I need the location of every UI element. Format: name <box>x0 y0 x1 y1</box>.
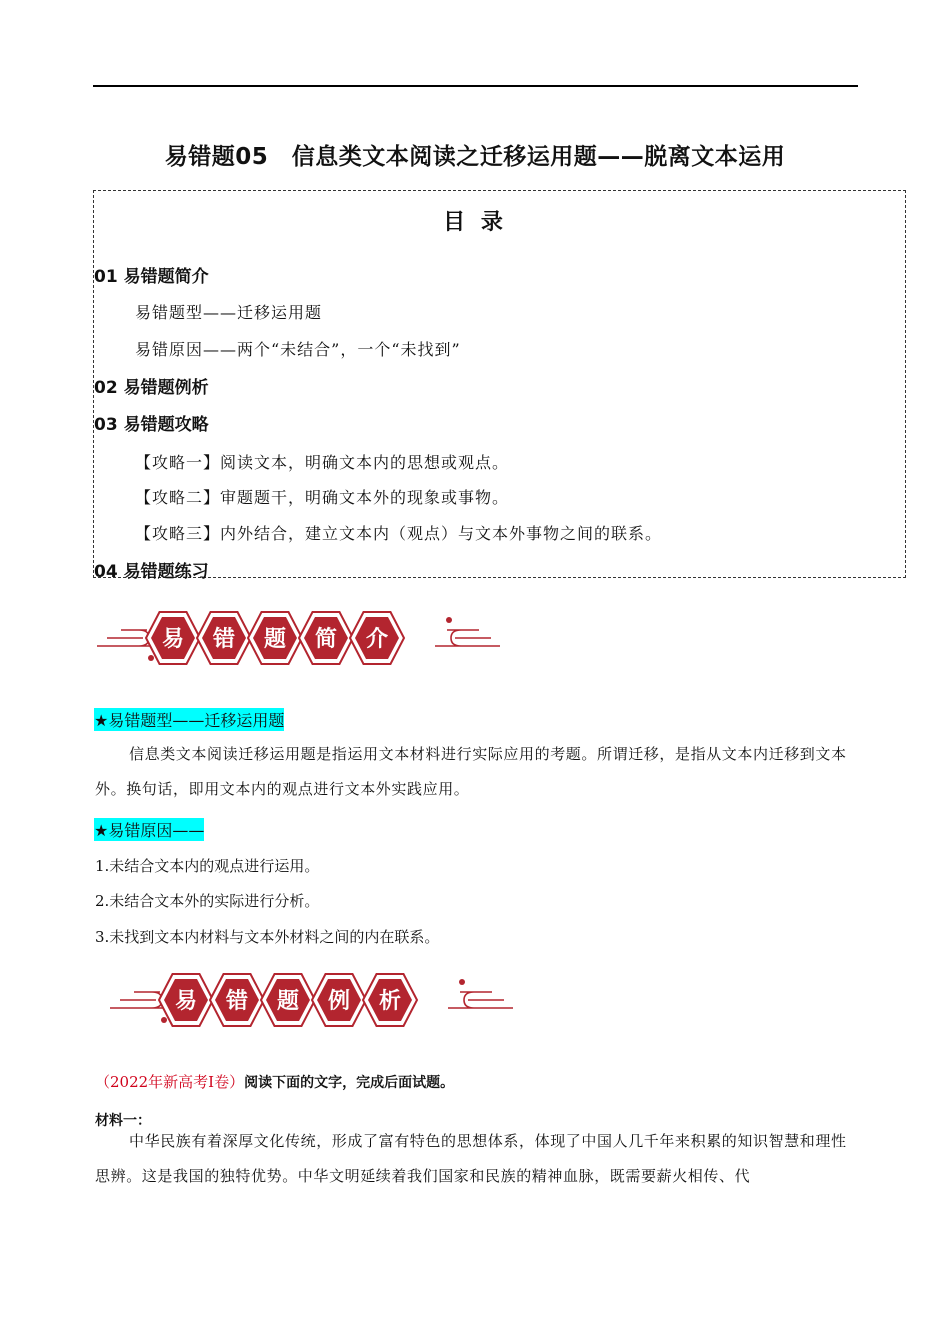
toc-item-strategy-2[interactable]: 【攻略二】审题题干，明确文本外的现象或事物。 <box>135 488 510 507</box>
toc-item-type[interactable]: 易错题型——迁移运用题 <box>135 303 323 322</box>
example-banner-hex-char-3: 例 <box>327 989 351 1014</box>
material-paragraph: 中华民族有着深厚文化传统，形成了富有特色的思想体系，体现了中国人几千年来积累的知识智慧和理性思辨。这是我国的独特优势。中华文明延续着我们国家和民族的精神血脉，既需要薪火相传、代 <box>95 1132 847 1185</box>
intro-type-highlight: ★易错题型——迁移运用题 <box>94 708 284 731</box>
intro-banner-hex-char-2: 题 <box>263 627 287 652</box>
example-banner-hex-char-0: 易 <box>174 989 198 1014</box>
toc-section-strategy[interactable]: 03 易错题攻略 <box>94 415 209 435</box>
banner-intro <box>95 606 505 670</box>
intro-reason-highlight: ★易错原因—— <box>94 818 204 841</box>
intro-banner-hex-char-0: 易 <box>161 627 185 652</box>
intro-banner-hex-char-3: 简 <box>314 627 338 652</box>
header-rule <box>93 85 858 87</box>
intro-reason-label <box>94 818 204 841</box>
exam-source: （2022年新高考Ⅰ卷） <box>95 1073 245 1091</box>
toc-section-intro[interactable]: 01 易错题简介 <box>94 267 209 287</box>
reason-item-2: 2.未结合文本外的实际进行分析。 <box>95 892 320 910</box>
banner-example <box>108 968 518 1032</box>
exam-instruction: 阅读下面的文字，完成后面试题。 <box>244 1075 455 1091</box>
example-banner-hex-char-2: 题 <box>276 989 300 1014</box>
intro-type-label <box>94 708 284 731</box>
example-source-line <box>95 1071 454 1092</box>
example-banner-hex-char-1: 错 <box>225 989 249 1014</box>
toc-item-strategy-1[interactable]: 【攻略一】阅读文本，明确文本内的思想或观点。 <box>135 453 510 472</box>
intro-type-paragraph: 信息类文本阅读迁移运用题是指运用文本材料进行实际应用的考题。所谓迁移，是指从文本内迁移到文本外。换句话，即用文本内的观点进行文本外实践应用。 <box>95 745 847 798</box>
reason-item-3: 3.未找到文本内材料与文本外材料之间的内在联系。 <box>95 928 440 946</box>
document-title: 易错题05 信息类文本阅读之迁移运用题——脱离文本运用 <box>164 144 786 170</box>
intro-banner-hex-char-1: 错 <box>212 627 236 652</box>
toc-item-reason[interactable]: 易错原因——两个“未结合”，一个“未找到” <box>135 340 461 359</box>
toc-item-strategy-3[interactable]: 【攻略三】内外结合，建立文本内（观点）与文本外事物之间的联系。 <box>135 524 663 543</box>
toc-section-examples[interactable]: 02 易错题例析 <box>94 378 209 398</box>
toc-heading: 目 录 <box>443 210 507 235</box>
toc-section-practice[interactable]: 04 易错题练习 <box>94 562 209 582</box>
example-banner-hex-char-4: 析 <box>378 989 402 1014</box>
material-label: 材料一： <box>95 1113 151 1129</box>
intro-banner-hex-char-4: 介 <box>365 627 389 652</box>
toc-box <box>93 190 906 578</box>
reason-item-1: 1.未结合文本内的观点进行运用。 <box>95 857 320 875</box>
